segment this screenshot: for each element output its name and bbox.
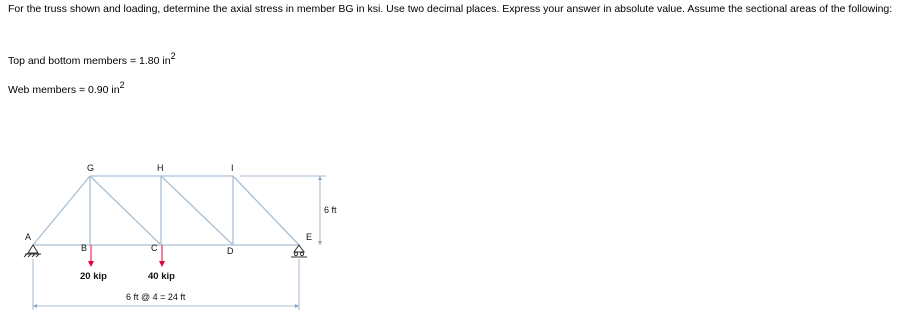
- node-label-g: G: [87, 163, 95, 173]
- support-e: [291, 245, 307, 257]
- member-ag: [33, 176, 90, 245]
- truss-members: [33, 176, 299, 245]
- top-bottom-area-exponent: 2: [170, 51, 176, 61]
- load-label-b: 20 kip: [80, 271, 107, 282]
- height-dimension-label: 6 ft: [324, 205, 337, 215]
- height-dimension: [240, 176, 326, 245]
- web-area-exponent: 2: [119, 80, 125, 90]
- span-dimension: [33, 259, 299, 310]
- load-label-c: 40 kip: [148, 271, 175, 282]
- web-area-label: Web members = 0.90 in: [8, 84, 120, 96]
- span-dimension-label: 6 ft @ 4 = 24 ft: [126, 292, 186, 302]
- support-a: [24, 245, 41, 257]
- node-label-i: I: [231, 163, 234, 173]
- node-label-e: E: [306, 232, 313, 242]
- top-bottom-area-label: Top and bottom members = 1.80 in: [8, 55, 171, 67]
- node-label-a: A: [25, 232, 32, 242]
- question-text: For the truss shown and loading, determine the axial stress in member BG in ksi. Use two decimal places. Express your answer in absolute value. Assume the sectional areas of the following:: [8, 3, 893, 15]
- node-label-d: D: [227, 246, 234, 256]
- node-label-h: H: [157, 163, 164, 173]
- member-hd: [161, 176, 233, 245]
- node-label-b: B: [81, 243, 88, 253]
- member-ie: [233, 176, 299, 245]
- load-arrow-c: [159, 245, 165, 267]
- load-arrow-b: [88, 245, 94, 267]
- member-gc: [90, 176, 161, 245]
- node-label-c: C: [151, 243, 158, 253]
